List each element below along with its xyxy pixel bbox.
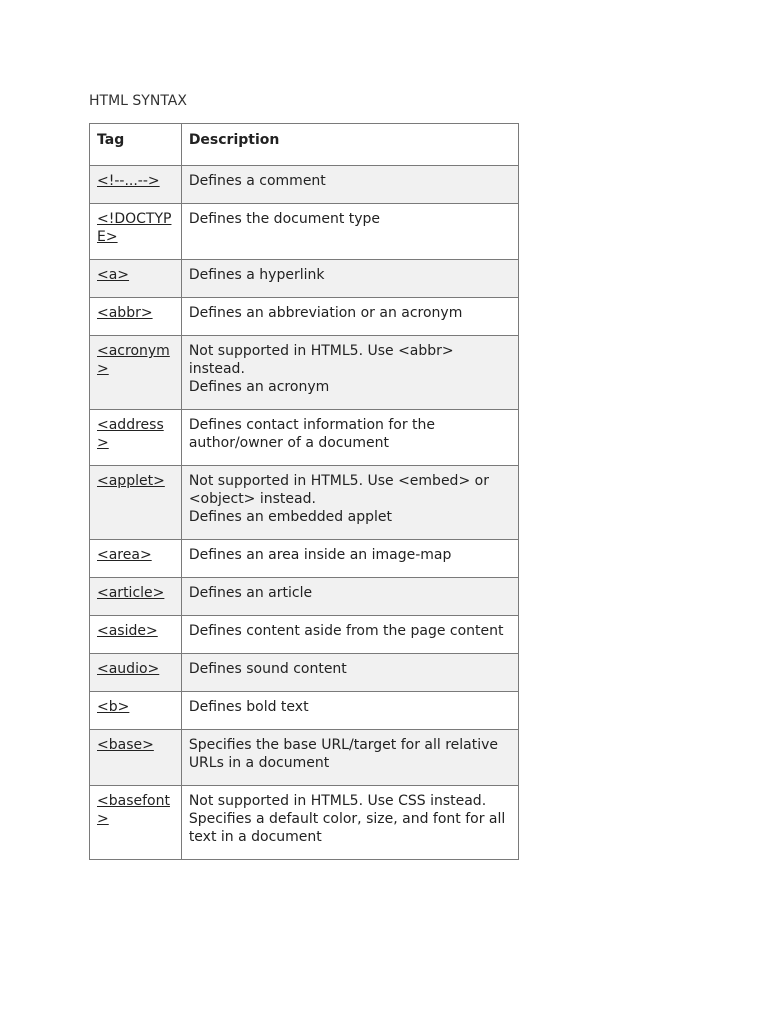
tag-link[interactable]: <applet> bbox=[97, 473, 165, 489]
description-text: Defines an area inside an image-map bbox=[188, 547, 452, 563]
tag-column-header: Tag bbox=[90, 124, 182, 166]
tag-link[interactable]: <base> bbox=[97, 737, 154, 753]
tag-link[interactable]: <article> bbox=[97, 585, 165, 601]
table-row bbox=[90, 204, 519, 260]
tag-cell bbox=[90, 540, 182, 578]
description-text: Defines the document type bbox=[188, 211, 381, 227]
description-cell bbox=[181, 616, 518, 654]
table-row bbox=[90, 410, 519, 466]
description-text: Defines an article bbox=[188, 585, 313, 601]
description-text: Defines a comment bbox=[188, 173, 326, 189]
tag-link[interactable]: <b> bbox=[97, 699, 130, 715]
description-text: Defines content aside from the page content bbox=[188, 623, 504, 639]
description-text: Defines a hyperlink bbox=[188, 267, 325, 283]
description-cell bbox=[181, 540, 518, 578]
description-text: Not supported in HTML5. Use CSS instead. Specifies a default color, size, and font for all text in a document bbox=[188, 793, 506, 845]
table-header-row bbox=[90, 124, 519, 166]
tag-link[interactable]: <abbr> bbox=[97, 305, 153, 321]
table-row bbox=[90, 786, 519, 860]
description-text: Defines contact information for the author/owner of a document bbox=[188, 417, 436, 451]
tag-cell bbox=[90, 578, 182, 616]
tag-link[interactable]: <address> bbox=[97, 417, 164, 451]
description-text: Defines an abbreviation or an acronym bbox=[188, 305, 463, 321]
description-cell bbox=[181, 336, 518, 410]
tag-link[interactable]: <a> bbox=[97, 267, 130, 283]
description-cell bbox=[181, 654, 518, 692]
tag-cell bbox=[90, 298, 182, 336]
description-cell bbox=[181, 260, 518, 298]
tag-cell bbox=[90, 692, 182, 730]
html-tags-table bbox=[89, 123, 519, 860]
tag-cell bbox=[90, 166, 182, 204]
tag-link[interactable]: <basefont> bbox=[97, 793, 170, 827]
table-row bbox=[90, 466, 519, 540]
description-cell bbox=[181, 204, 518, 260]
tag-cell bbox=[90, 336, 182, 410]
description-cell bbox=[181, 166, 518, 204]
tag-cell bbox=[90, 466, 182, 540]
page-title: HTML SYNTAX bbox=[89, 93, 187, 109]
table-row bbox=[90, 336, 519, 410]
tag-cell bbox=[90, 410, 182, 466]
tag-cell bbox=[90, 204, 182, 260]
table-row bbox=[90, 260, 519, 298]
table-row bbox=[90, 540, 519, 578]
description-cell bbox=[181, 692, 518, 730]
tag-link[interactable]: <audio> bbox=[97, 661, 160, 677]
description-text: Defines bold text bbox=[188, 699, 309, 715]
tag-link[interactable]: <!DOCTYPE> bbox=[97, 211, 172, 245]
description-cell bbox=[181, 578, 518, 616]
table-row bbox=[90, 578, 519, 616]
description-cell bbox=[181, 730, 518, 786]
table-row bbox=[90, 166, 519, 204]
tag-cell bbox=[90, 616, 182, 654]
tag-link[interactable]: <area> bbox=[97, 547, 152, 563]
description-text: Not supported in HTML5. Use <abbr> instead. Defines an acronym bbox=[188, 343, 454, 395]
description-cell bbox=[181, 298, 518, 336]
description-text: Specifies the base URL/target for all relative URLs in a document bbox=[188, 737, 499, 771]
description-text: Not supported in HTML5. Use <embed> or <object> instead. Defines an embedded applet bbox=[188, 473, 489, 525]
description-cell bbox=[181, 410, 518, 466]
table-row bbox=[90, 616, 519, 654]
tag-cell bbox=[90, 730, 182, 786]
tag-cell bbox=[90, 260, 182, 298]
tag-link[interactable]: <acronym> bbox=[97, 343, 170, 377]
description-cell bbox=[181, 466, 518, 540]
table-row bbox=[90, 692, 519, 730]
tag-cell bbox=[90, 786, 182, 860]
description-text: Defines sound content bbox=[188, 661, 347, 677]
description-cell bbox=[181, 786, 518, 860]
tag-cell bbox=[90, 654, 182, 692]
tag-link[interactable]: <aside> bbox=[97, 623, 158, 639]
tag-link[interactable]: <!--...--> bbox=[97, 173, 160, 189]
description-column-header: Description bbox=[181, 124, 518, 166]
table-row bbox=[90, 298, 519, 336]
table-row bbox=[90, 654, 519, 692]
table-row bbox=[90, 730, 519, 786]
